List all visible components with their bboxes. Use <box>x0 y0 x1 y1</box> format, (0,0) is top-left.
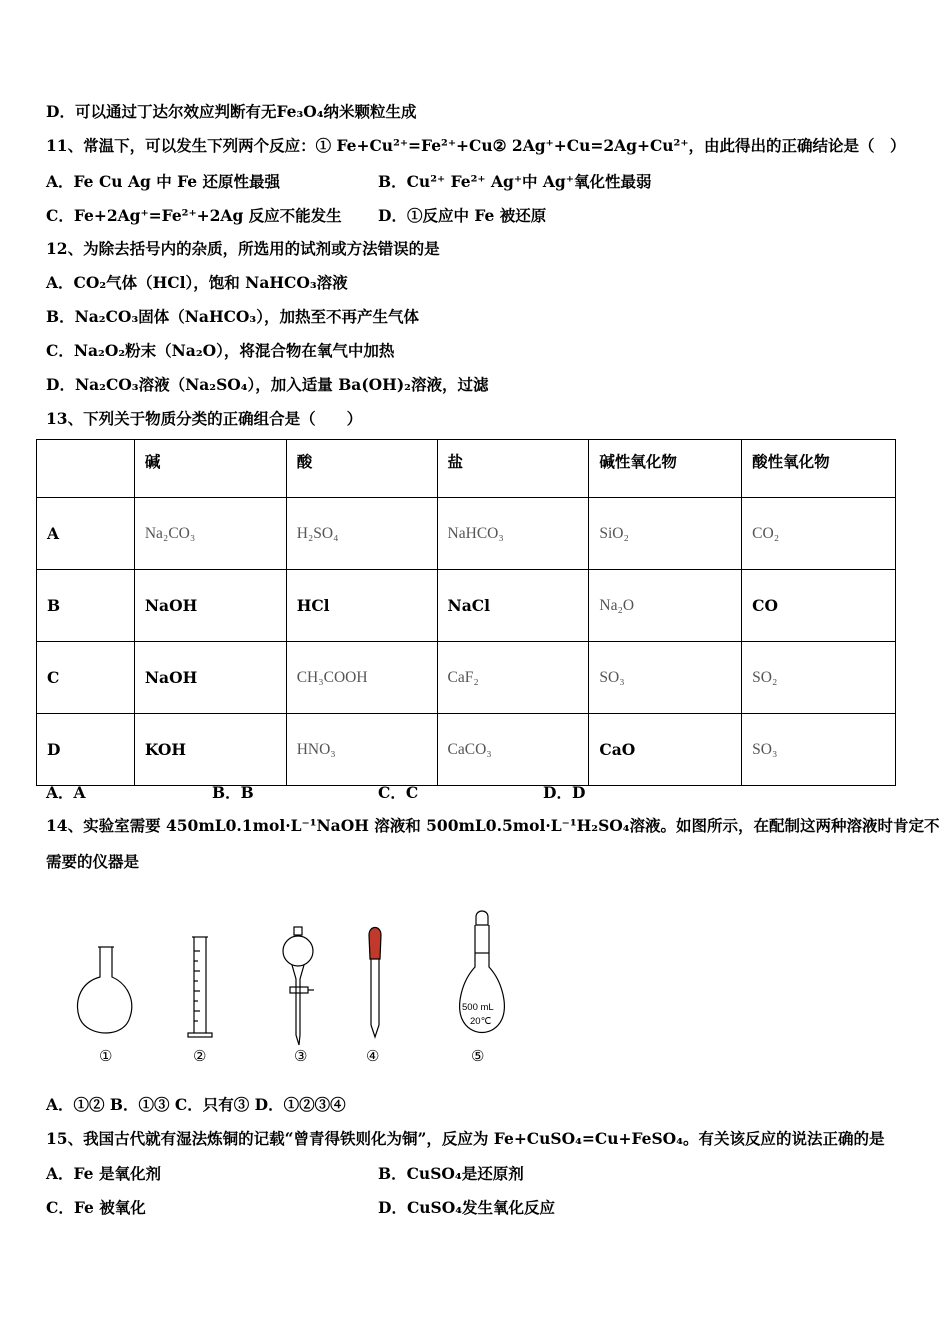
table-row <box>37 570 896 642</box>
row-label: A <box>37 498 135 570</box>
q15-stem: 15、我国古代就有湿法炼铜的记载“曾青得铁则化为铜”，反应为 Fe+CuSO₄=Cu+FeSO₄。有关该反应的说法正确的是 <box>46 1129 885 1148</box>
table-cell: Na₂CO₃ <box>134 498 286 570</box>
volumetric-flask-icon <box>460 911 505 1033</box>
q11-option-a: A．Fe Cu Ag 中 Fe 还原性最强 <box>46 172 281 191</box>
q15-option-a: A．Fe 是氧化剂 <box>46 1164 161 1183</box>
q13-stem: 13、下列关于物质分类的正确组合是（ ） <box>46 409 363 428</box>
q10-option-d: D．可以通过丁达尔效应判断有无Fe₃O₄纳米颗粒生成 <box>46 102 417 121</box>
q11-option-b: B．Cu²⁺ Fe²⁺ Ag⁺中 Ag⁺氧化性最弱 <box>378 172 652 191</box>
table-header-row <box>37 440 896 498</box>
apparatus-label-4: ④ <box>366 1047 380 1065</box>
table-row <box>37 714 896 786</box>
q12-option-b: B．Na₂CO₃固体（NaHCO₃），加热至不再产生气体 <box>46 307 419 326</box>
q13-option-b: B．B <box>212 783 254 802</box>
row-label: C <box>37 642 135 714</box>
table-cell: CaF₂ <box>437 642 589 714</box>
header-cell: 盐 <box>437 440 589 498</box>
table-cell: HNO₃ <box>286 714 437 786</box>
q13-option-c: C．C <box>378 783 419 802</box>
round-bottom-flask-icon <box>77 947 131 1033</box>
q15-option-c: C．Fe 被氧化 <box>46 1198 146 1217</box>
q14-options: A．①② B．①③ C．只有③ D．①②③④ <box>46 1095 346 1114</box>
table-cell: KOH <box>134 714 286 786</box>
q12-stem: 12、为除去括号内的杂质，所选用的试剂或方法错误的是 <box>46 239 440 258</box>
table-cell: NaCl <box>437 570 589 642</box>
q15-option-d: D．CuSO₄发生氧化反应 <box>378 1198 556 1217</box>
table-cell: CH₃COOH <box>286 642 437 714</box>
row-label: B <box>37 570 135 642</box>
header-cell: 酸 <box>286 440 437 498</box>
q12-option-c: C．Na₂O₂粉末（Na₂O），将混合物在氧气中加热 <box>46 341 395 360</box>
apparatus-label-5: ⑤ <box>471 1047 485 1065</box>
q12-option-a: A．CO₂气体（HCl），饱和 NaHCO₃溶液 <box>46 273 348 292</box>
table-cell: NaOH <box>134 570 286 642</box>
table-cell: CaO <box>589 714 742 786</box>
q12-option-d: D．Na₂CO₃溶液（Na₂SO₄），加入适量 Ba(OH)₂溶液，过滤 <box>46 375 489 394</box>
table-cell: SiO₂ <box>589 498 742 570</box>
header-cell: 碱 <box>134 440 286 498</box>
graduated-cylinder-icon <box>188 937 212 1037</box>
flask-temperature-label: 20℃ <box>470 1016 492 1027</box>
table-row <box>37 642 896 714</box>
table-cell: SO₃ <box>589 642 742 714</box>
apparatus-label-1: ① <box>99 1047 113 1065</box>
table-cell: HCl <box>286 570 437 642</box>
apparatus-label-3: ③ <box>294 1047 308 1065</box>
flask-volume-label: 500 mL <box>462 1002 494 1013</box>
table-cell: NaHCO₃ <box>437 498 589 570</box>
q14-stem-line2: 需要的仪器是 <box>46 852 140 871</box>
table-cell: CaCO₃ <box>437 714 589 786</box>
table-row <box>37 498 896 570</box>
classification-table <box>36 439 896 786</box>
q11-option-d: D．①反应中 Fe 被还原 <box>378 206 547 225</box>
separatory-funnel-icon <box>283 927 314 1045</box>
table-cell: CO₂ <box>742 498 896 570</box>
row-label: D <box>37 714 135 786</box>
q14-stem-line1: 14、实验室需要 450mL0.1mol·L⁻¹NaOH 溶液和 500mL0.5mol·L⁻¹H₂SO₄溶液。如图所示，在配制这两种溶液时肯定不 <box>46 816 940 835</box>
q15-option-b: B．CuSO₄是还原剂 <box>378 1164 524 1183</box>
table-cell: H₂SO₄ <box>286 498 437 570</box>
q11-stem: 11、常温下，可以发生下列两个反应：① Fe+Cu²⁺=Fe²⁺+Cu② 2Ag⁺+Cu=2Ag+Cu²⁺，由此得出的正确结论是（ ） <box>46 136 906 155</box>
table-cell: SO₂ <box>742 642 896 714</box>
q11-option-c: C．Fe+2Ag⁺=Fe²⁺+2Ag 反应不能发生 <box>46 206 342 225</box>
header-cell: 酸性氧化物 <box>742 440 896 498</box>
apparatus-label-2: ② <box>193 1047 207 1065</box>
dropper-icon <box>369 928 381 1038</box>
table-cell: Na₂O <box>589 570 742 642</box>
header-cell <box>37 440 135 498</box>
table-cell: SO₃ <box>742 714 896 786</box>
q13-option-a: A．A <box>46 783 86 802</box>
q13-option-d: D．D <box>543 783 586 802</box>
header-cell: 碱性氧化物 <box>589 440 742 498</box>
table-cell: NaOH <box>134 642 286 714</box>
table-cell: CO <box>742 570 896 642</box>
